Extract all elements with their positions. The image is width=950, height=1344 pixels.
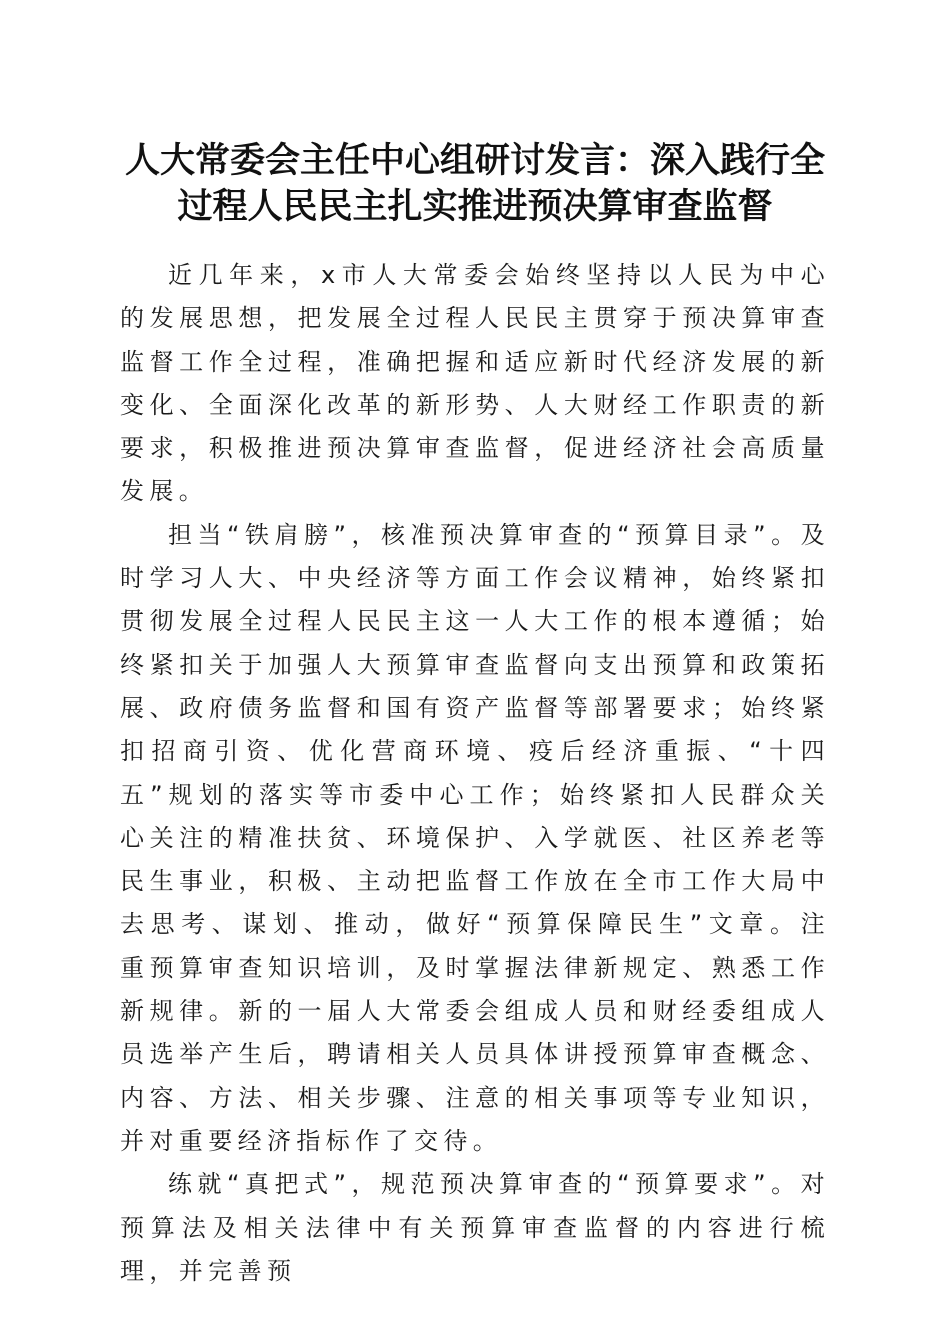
document-title: [110, 138, 840, 230]
title-line-2: 过程人民民主扎实推进预决算审查监督: [177, 186, 773, 227]
paragraph-2: 担当“铁肩膀”，核准预决算审查的“预算目录”。及时学习人大、中央经济等方面工作会议精神，始终紧扣贯彻发展全过程人民民主这一人大工作的根本遵循；始终紧扣关于加强人大预算审查监督向支出预算和政策拓展、政府债务监督和国有资产监督等部署要求；始终紧扣招商引资、优化营商环境、疫后经济重振、“十四五”规划的落实等市委中心工作；始终紧扣人民群众关心关注的精准扶贫、环境保护、入学就医、社区养老等民生事业，积极、主动把监督工作放在全市工作大局中去思考、谋划、推动，做好“预算保障民生”文章。注重预算审查知识培训，及时掌握法律新规定、熟悉工作新规律。新的一届人大常委会组成人员和财经委组成人员选举产生后，聘请相关人员具体讲授预算审查概念、内容、方法、相关步骤、注意的相关事项等专业知识，并对重要经济指标作了交待。: [120, 520, 830, 1155]
paragraph-1: 近几年来，x市人大常委会始终坚持以人民为中心的发展思想，把发展全过程人民民主贯穿于预决算审查监督工作全过程，准确把握和适应新时代经济发展的新变化、全面深化改革的新形势、人大财经工作职责的新要求，积极推进预决算审查监督，促进经济社会高质量发展。: [120, 261, 830, 506]
paragraph-3: 练就“真把式”，规范预决算审查的“预算要求”。对预算法及相关法律中有关预算审查监督的内容进行梳理，并完善预: [120, 1170, 830, 1285]
document-body: [120, 254, 830, 1293]
title-line-1: 人大常委会主任中心组研讨发言：深入践行全: [124, 140, 825, 181]
